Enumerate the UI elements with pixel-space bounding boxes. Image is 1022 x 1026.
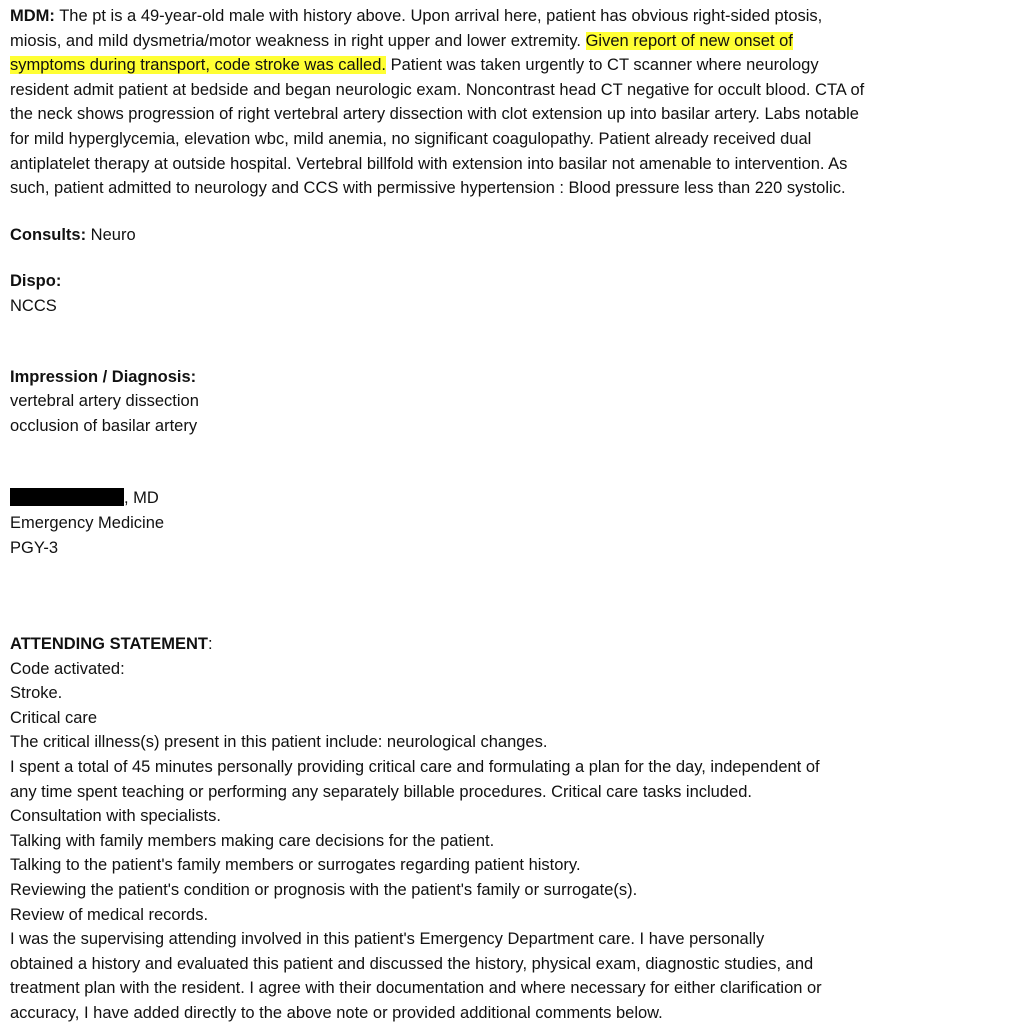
attending-label: ATTENDING STATEMENT	[10, 635, 208, 654]
consults-value: Neuro	[86, 225, 136, 244]
attending-line-9: Talking to the patient's family members or surrogates regarding patient history.	[10, 856, 581, 875]
signature-level: PGY-3	[10, 538, 59, 557]
mdm-line-1	[10, 4, 1012, 29]
attending-line-3: Critical care	[10, 708, 98, 727]
attending-line-12: I was the supervising attending involved in this patient's Emergency Department care. I have personally	[10, 930, 765, 949]
mdm-label: MDM:	[10, 7, 55, 25]
attending-line-2: Stroke.	[10, 684, 63, 703]
clinical-note	[10, 4, 1012, 1026]
attending-heading	[10, 632, 1012, 657]
mdm-highlight-2: symptoms during transport, code stroke was called.	[10, 56, 386, 75]
attending-line-7: Consultation with specialists.	[10, 807, 221, 826]
attending-line-8: Talking with family members making care decisions for the patient.	[10, 831, 495, 850]
redaction-box	[10, 488, 124, 506]
signature-line	[10, 486, 1012, 511]
mdm-line-3	[10, 53, 1012, 78]
consults-section	[10, 223, 1012, 248]
attending-line-14: treatment plan with the resident. I agree with their documentation and where necessary for either clarification or	[10, 979, 822, 998]
attending-colon: :	[207, 635, 213, 654]
mdm-line-6: for mild hyperglycemia, elevation wbc, mild anemia, no significant coagulopathy. Patient already received dual	[10, 129, 812, 148]
mdm-line-4: resident admit patient at bedside and began neurologic exam. Noncontrast head CT negative for occult blood. CTA of	[10, 80, 865, 99]
attending-line-6: any time spent teaching or performing any separately billable procedures. Critical care tasks included.	[10, 782, 752, 801]
consults-line	[10, 223, 1012, 248]
mdm-line-5: the neck shows progression of right vertebral artery dissection with clot extension up into basilar artery. Labs notable	[10, 105, 859, 124]
attending-line-1: Code activated:	[10, 659, 125, 678]
impression-label: Impression / Diagnosis:	[10, 367, 197, 386]
dispo-value: NCCS	[10, 296, 57, 315]
consults-label: Consults:	[10, 225, 87, 244]
mdm-section	[10, 4, 1012, 201]
mdm-text-1: The pt is a 49-year-old male with history above. Upon arrival here, patient has obvious right-sided ptosis,	[54, 7, 823, 25]
attending-line-10: Reviewing the patient's condition or prognosis with the patient's family or surrogate(s).	[10, 881, 638, 900]
attending-line-11: Review of medical records.	[10, 905, 209, 924]
dispo-section	[10, 269, 1012, 318]
attending-line-5: I spent a total of 45 minutes personally providing critical care and formulating a plan for the day, independent of	[10, 758, 820, 777]
attending-line-13: obtained a history and evaluated this patient and discussed the history, physical exam, diagnostic studies, and	[10, 954, 814, 973]
impression-item-1: vertebral artery dissection	[10, 392, 199, 411]
signature-suffix: , MD	[124, 489, 159, 508]
mdm-text-2: miosis, and mild dysmetria/motor weakness in right upper and lower extremity.	[10, 31, 586, 50]
mdm-line-8: such, patient admitted to neurology and CCS with permissive hypertension : Blood pressure less than 220 systolic.	[10, 179, 846, 198]
dispo-label: Dispo:	[10, 272, 62, 291]
mdm-text-3: Patient was taken urgently to CT scanner where neurology	[386, 56, 819, 75]
mdm-line-2	[10, 29, 1012, 54]
attending-line-15: accuracy, I have added directly to the above note or provided additional comments below.	[10, 1004, 663, 1022]
signature-section	[10, 486, 1012, 560]
attending-section	[10, 632, 1012, 1026]
impression-section	[10, 365, 1012, 439]
attending-line-4: The critical illness(s) present in this patient include: neurological changes.	[10, 733, 548, 752]
mdm-highlight-1: Given report of new onset of	[585, 31, 793, 50]
signature-dept: Emergency Medicine	[10, 513, 165, 532]
mdm-line-7: antiplatelet therapy at outside hospital. Vertebral billfold with extension into basilar not amenable to intervention. As	[10, 154, 848, 173]
impression-item-2: occlusion of basilar artery	[10, 416, 198, 435]
